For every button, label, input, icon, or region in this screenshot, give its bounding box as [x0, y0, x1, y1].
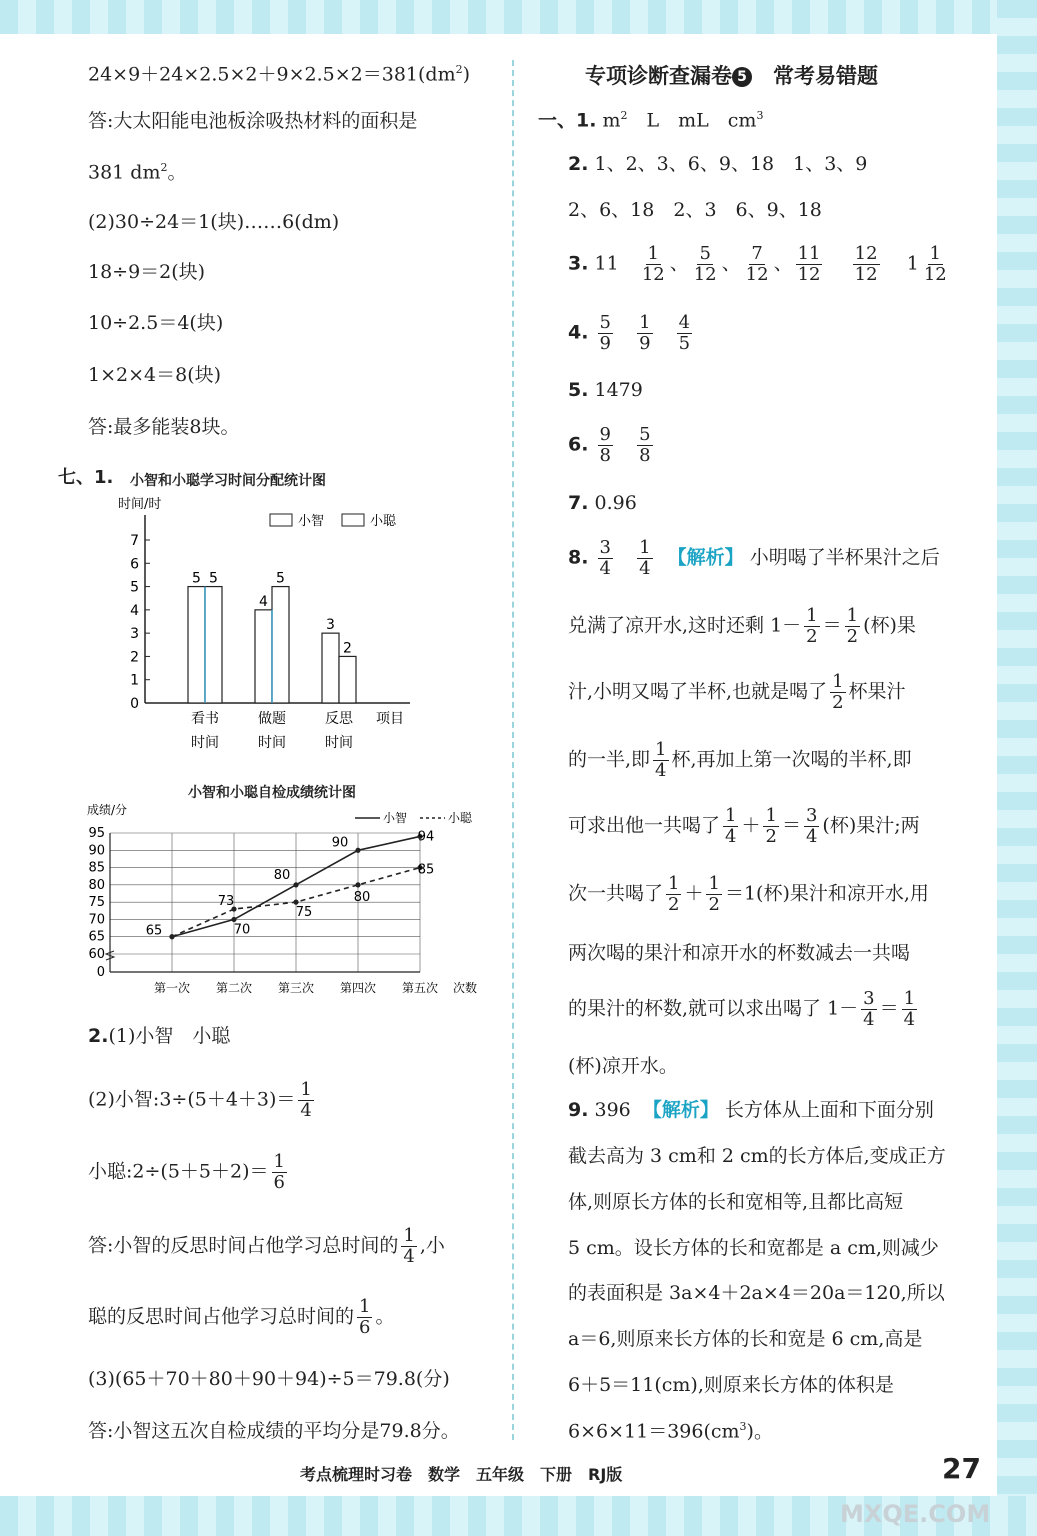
bar-value-label: 5 — [209, 570, 218, 587]
line-data-label: 70 — [233, 922, 251, 938]
bar-y-tick-label: 4 — [130, 602, 139, 619]
answer-5: 5. 1479 — [568, 379, 643, 401]
bar-y-tick-label: 3 — [130, 626, 139, 643]
line-legend-label: 小聪 — [448, 811, 473, 825]
answer-8-line-8: 的果汁的杯数,就可以求出喝了 1－ $\frac{3}{4}$ ＝ $\frac{1}{4}$ — [568, 988, 916, 1030]
section-7-label: 七、1. — [58, 467, 114, 488]
bar-y-tick-label: 0 — [130, 696, 139, 712]
line-y-tick-label: 75 — [88, 895, 105, 911]
answer-8-line-9: (杯)凉开水。 — [568, 1055, 678, 1077]
q2-part2-xiaocong: 小聪:2÷(5＋5＋2)＝ $\frac{1}{6}$ — [88, 1151, 285, 1193]
line-data-label: 94 — [417, 829, 435, 845]
answer-9-line-7: 6＋5＝11(cm),则原来长方体的体积是 — [568, 1374, 894, 1396]
q2-part1: 2.(1)小智 小聪 — [88, 1025, 231, 1047]
bar-legend-swatch — [270, 514, 292, 526]
bar-category-label: 做题 — [258, 711, 286, 727]
answer-9-line-4: 5 cm。设长方体的长和宽都是 a cm,则减少 — [568, 1237, 939, 1259]
left-line-2: 答:大太阳能电池板涂吸热材料的面积是 — [88, 110, 418, 132]
answer-9-line-3: 体,则原长方体的长和宽相等,且都比高短 — [568, 1191, 904, 1213]
answer-4: 4. $\frac{5}{9}$ $\frac{1}{9}$ $\frac{4}{5}$ — [568, 312, 691, 354]
column-divider — [512, 60, 514, 1440]
bar-chart — [100, 490, 430, 760]
line-x-tick-label: 第二次 — [215, 981, 253, 995]
answer-line-2: 聪的反思时间占他学习总时间的 $\frac{1}{6}$ 。 — [88, 1296, 395, 1338]
bar-小聪-2 — [339, 656, 356, 703]
bar-小聪-1 — [272, 587, 289, 703]
answer-line-3: 答:小智这五次自检成绩的平均分是79.8分。 — [88, 1420, 460, 1442]
line-y-tick-label: 70 — [88, 912, 105, 928]
bar-小聪-0 — [205, 587, 222, 703]
answer-8: 8. $\frac{3}{4}$ $\frac{1}{4}$ 【解析】 小明喝了半杯果汁之后 — [568, 537, 940, 579]
answer-9-line-5: 的表面积是 3a×4＋2a×4＝20a＝120,所以 — [568, 1282, 945, 1304]
bar-category-label: 时间 — [191, 735, 219, 751]
line-x-tick-label: 第三次 — [277, 981, 315, 995]
answer-9-line-6: a＝6,则原来长方体的长和宽是 6 cm,高是 — [568, 1328, 923, 1350]
bar-y-tick-label: 6 — [130, 556, 139, 573]
left-line-5: 18÷9＝2(块) — [88, 261, 206, 283]
line-chart-title: 小智和小聪自检成绩统计图 — [188, 785, 356, 801]
line-y-axis-label: 成绩/分 — [87, 803, 128, 817]
left-line-7: 1×2×4＝8(块) — [88, 364, 222, 386]
analysis-tag: 【解析】 — [667, 546, 744, 569]
line-y-tick-label: 80 — [88, 877, 105, 893]
top-decorative-border — [0, 0, 1037, 34]
line-y-tick-label: 90 — [88, 843, 105, 859]
bar-x-axis-label: 项目 — [376, 711, 404, 727]
bar-legend-swatch — [342, 514, 364, 526]
bar-小智-0 — [188, 587, 205, 703]
page-footer: 考点梳理时习卷 数学 五年级 下册 RJ版 — [300, 1465, 623, 1484]
bar-category-label: 看书 — [191, 711, 219, 727]
left-line-1: $24\times 9+24\times 2.5\times 2+9\times 2.5\times 2=381(dm^2)$ — [88, 63, 471, 86]
line-chart — [85, 800, 485, 1000]
line-point-小聪-3 — [355, 882, 360, 887]
answer-6: 6. $\frac{9}{8}$ $\frac{5}{8}$ — [568, 424, 651, 466]
line-point-小聪-2 — [293, 900, 298, 905]
answer-9: 9. 396 【解析】 长方体从上面和下面分别 — [568, 1099, 934, 1121]
left-line-6: 10÷2.5＝4(块) — [88, 312, 224, 334]
line-data-label: 80 — [273, 867, 291, 883]
answer-9-line-8: $6\times 6\times 11=396(cm^3)$。 — [568, 1420, 773, 1443]
line-x-tick-label: 第五次 — [401, 981, 439, 995]
bar-value-label: 5 — [276, 570, 285, 587]
answer-8-line-7: 两次喝的果汁和凉开水的杯数减去一共喝 — [568, 942, 911, 964]
line-data-label: 90 — [331, 835, 349, 851]
bar-category-label: 反思 — [325, 711, 353, 727]
left-line-4: (2)30÷24＝1(块)……6(dm) — [88, 211, 340, 233]
bar-小智-2 — [322, 633, 339, 703]
line-point-小智-3 — [355, 848, 360, 853]
answer-8-line-4: 的一半,即 $\frac{1}{4}$ 杯,再加上第一次喝的半杯,即 — [568, 739, 912, 781]
line-data-label: 65 — [145, 923, 163, 939]
q2-part2-xiaozhi: (2)小智:3÷(5＋4＋3)＝ $\frac{1}{4}$ — [88, 1079, 312, 1121]
line-data-label: 85 — [417, 862, 435, 878]
line-y-tick-label: 65 — [88, 929, 105, 945]
line-y-tick-label: 60 — [88, 947, 105, 962]
bar-category-label: 时间 — [258, 735, 286, 751]
line-point-小智-1 — [231, 917, 236, 922]
right-decorative-border — [997, 0, 1037, 1536]
bar-小智-1 — [255, 610, 272, 703]
answer-1: 一、1. $m^2$ L mL $cm^3$ — [538, 109, 764, 132]
line-x-tick-label: 第一次 — [153, 981, 191, 995]
bar-y-tick-label: 5 — [130, 579, 139, 596]
line-axis-break — [106, 951, 114, 960]
line-y-tick-label: 95 — [88, 826, 105, 841]
line-point-小智-2 — [293, 882, 298, 887]
bar-legend-label: 小聪 — [370, 514, 397, 529]
bar-y-axis-label: 时间/时 — [118, 497, 162, 512]
q2-part3: (3)(65＋70＋80＋90＋94)÷5＝79.8(分) — [88, 1368, 450, 1390]
bar-category-label: 时间 — [325, 735, 353, 751]
page-number: 27 — [942, 1452, 981, 1485]
section-title: 专项诊断查漏卷 5 常考易错题 — [585, 64, 878, 88]
line-y-tick-label: 0 — [96, 965, 105, 980]
bar-value-label: 5 — [192, 570, 201, 587]
line-x-tick-label: 第四次 — [339, 981, 377, 995]
line-y-tick-label: 85 — [88, 860, 105, 876]
bar-chart-title: 小智和小聪学习时间分配统计图 — [130, 473, 326, 489]
line-legend-label: 小智 — [383, 811, 408, 825]
answer-2: 2. 1、2、3、6、9、18 1、3、9 — [568, 153, 868, 175]
answer-8-line-6: 次一共喝了 $\frac{1}{2}$ ＋ $\frac{1}{2}$ ＝1(杯)果汁和凉开水,用 — [568, 873, 929, 915]
answer-8-line-2: 兑满了凉开水,这时还剩 1－ $\frac{1}{2}$ ＝ $\frac{1}{2}$ (杯)果 — [568, 605, 916, 647]
answer-line-1: 答:小智的反思时间占他学习总时间的 $\frac{1}{4}$ ,小 — [88, 1225, 445, 1267]
left-line-3: 381 $dm^2$。 — [88, 161, 187, 184]
answer-2-line-2: 2、6、18 2、3 6、9、18 — [568, 199, 822, 221]
bar-value-label: 2 — [343, 640, 352, 657]
answer-3: 3. 11 $\frac{1}{12}$ 、 $\frac{5}{12}$ 、 $\frac{7}{12}$ 、 $\frac{11}{12}$ $\frac{12}{12}$ 1 $\frac{1}{12}$ — [568, 243, 947, 285]
circled-number: 5 — [732, 67, 752, 87]
line-data-label: 80 — [353, 889, 371, 905]
line-point-小聪-0 — [169, 934, 174, 939]
bar-value-label: 3 — [326, 617, 335, 634]
line-data-label: 73 — [217, 894, 235, 910]
bar-legend-label: 小智 — [298, 514, 325, 529]
answer-8-line-3: 汁,小明又喝了半杯,也就是喝了 $\frac{1}{2}$ 杯果汁 — [568, 671, 906, 713]
line-x-axis-label: 次数 — [452, 981, 478, 995]
bar-y-tick-label: 2 — [130, 649, 139, 666]
bar-y-tick-label: 1 — [130, 672, 139, 689]
line-data-label: 75 — [295, 905, 313, 921]
left-line-8: 答:最多能装8块。 — [88, 416, 240, 438]
bar-value-label: 4 — [259, 593, 268, 610]
answer-9-line-2: 截去高为 3 cm和 2 cm的长方体后,变成正方 — [568, 1145, 946, 1167]
bar-y-tick-label: 7 — [130, 533, 139, 549]
answer-8-line-5: 可求出他一共喝了 $\frac{1}{4}$ ＋ $\frac{1}{2}$ ＝ $\frac{3}{4}$ (杯)果汁;两 — [568, 805, 920, 847]
answer-7: 7. 0.96 — [568, 492, 637, 514]
watermark: MXQE.COM — [840, 1500, 991, 1528]
analysis-tag-2: 【解析】 — [642, 1099, 719, 1121]
